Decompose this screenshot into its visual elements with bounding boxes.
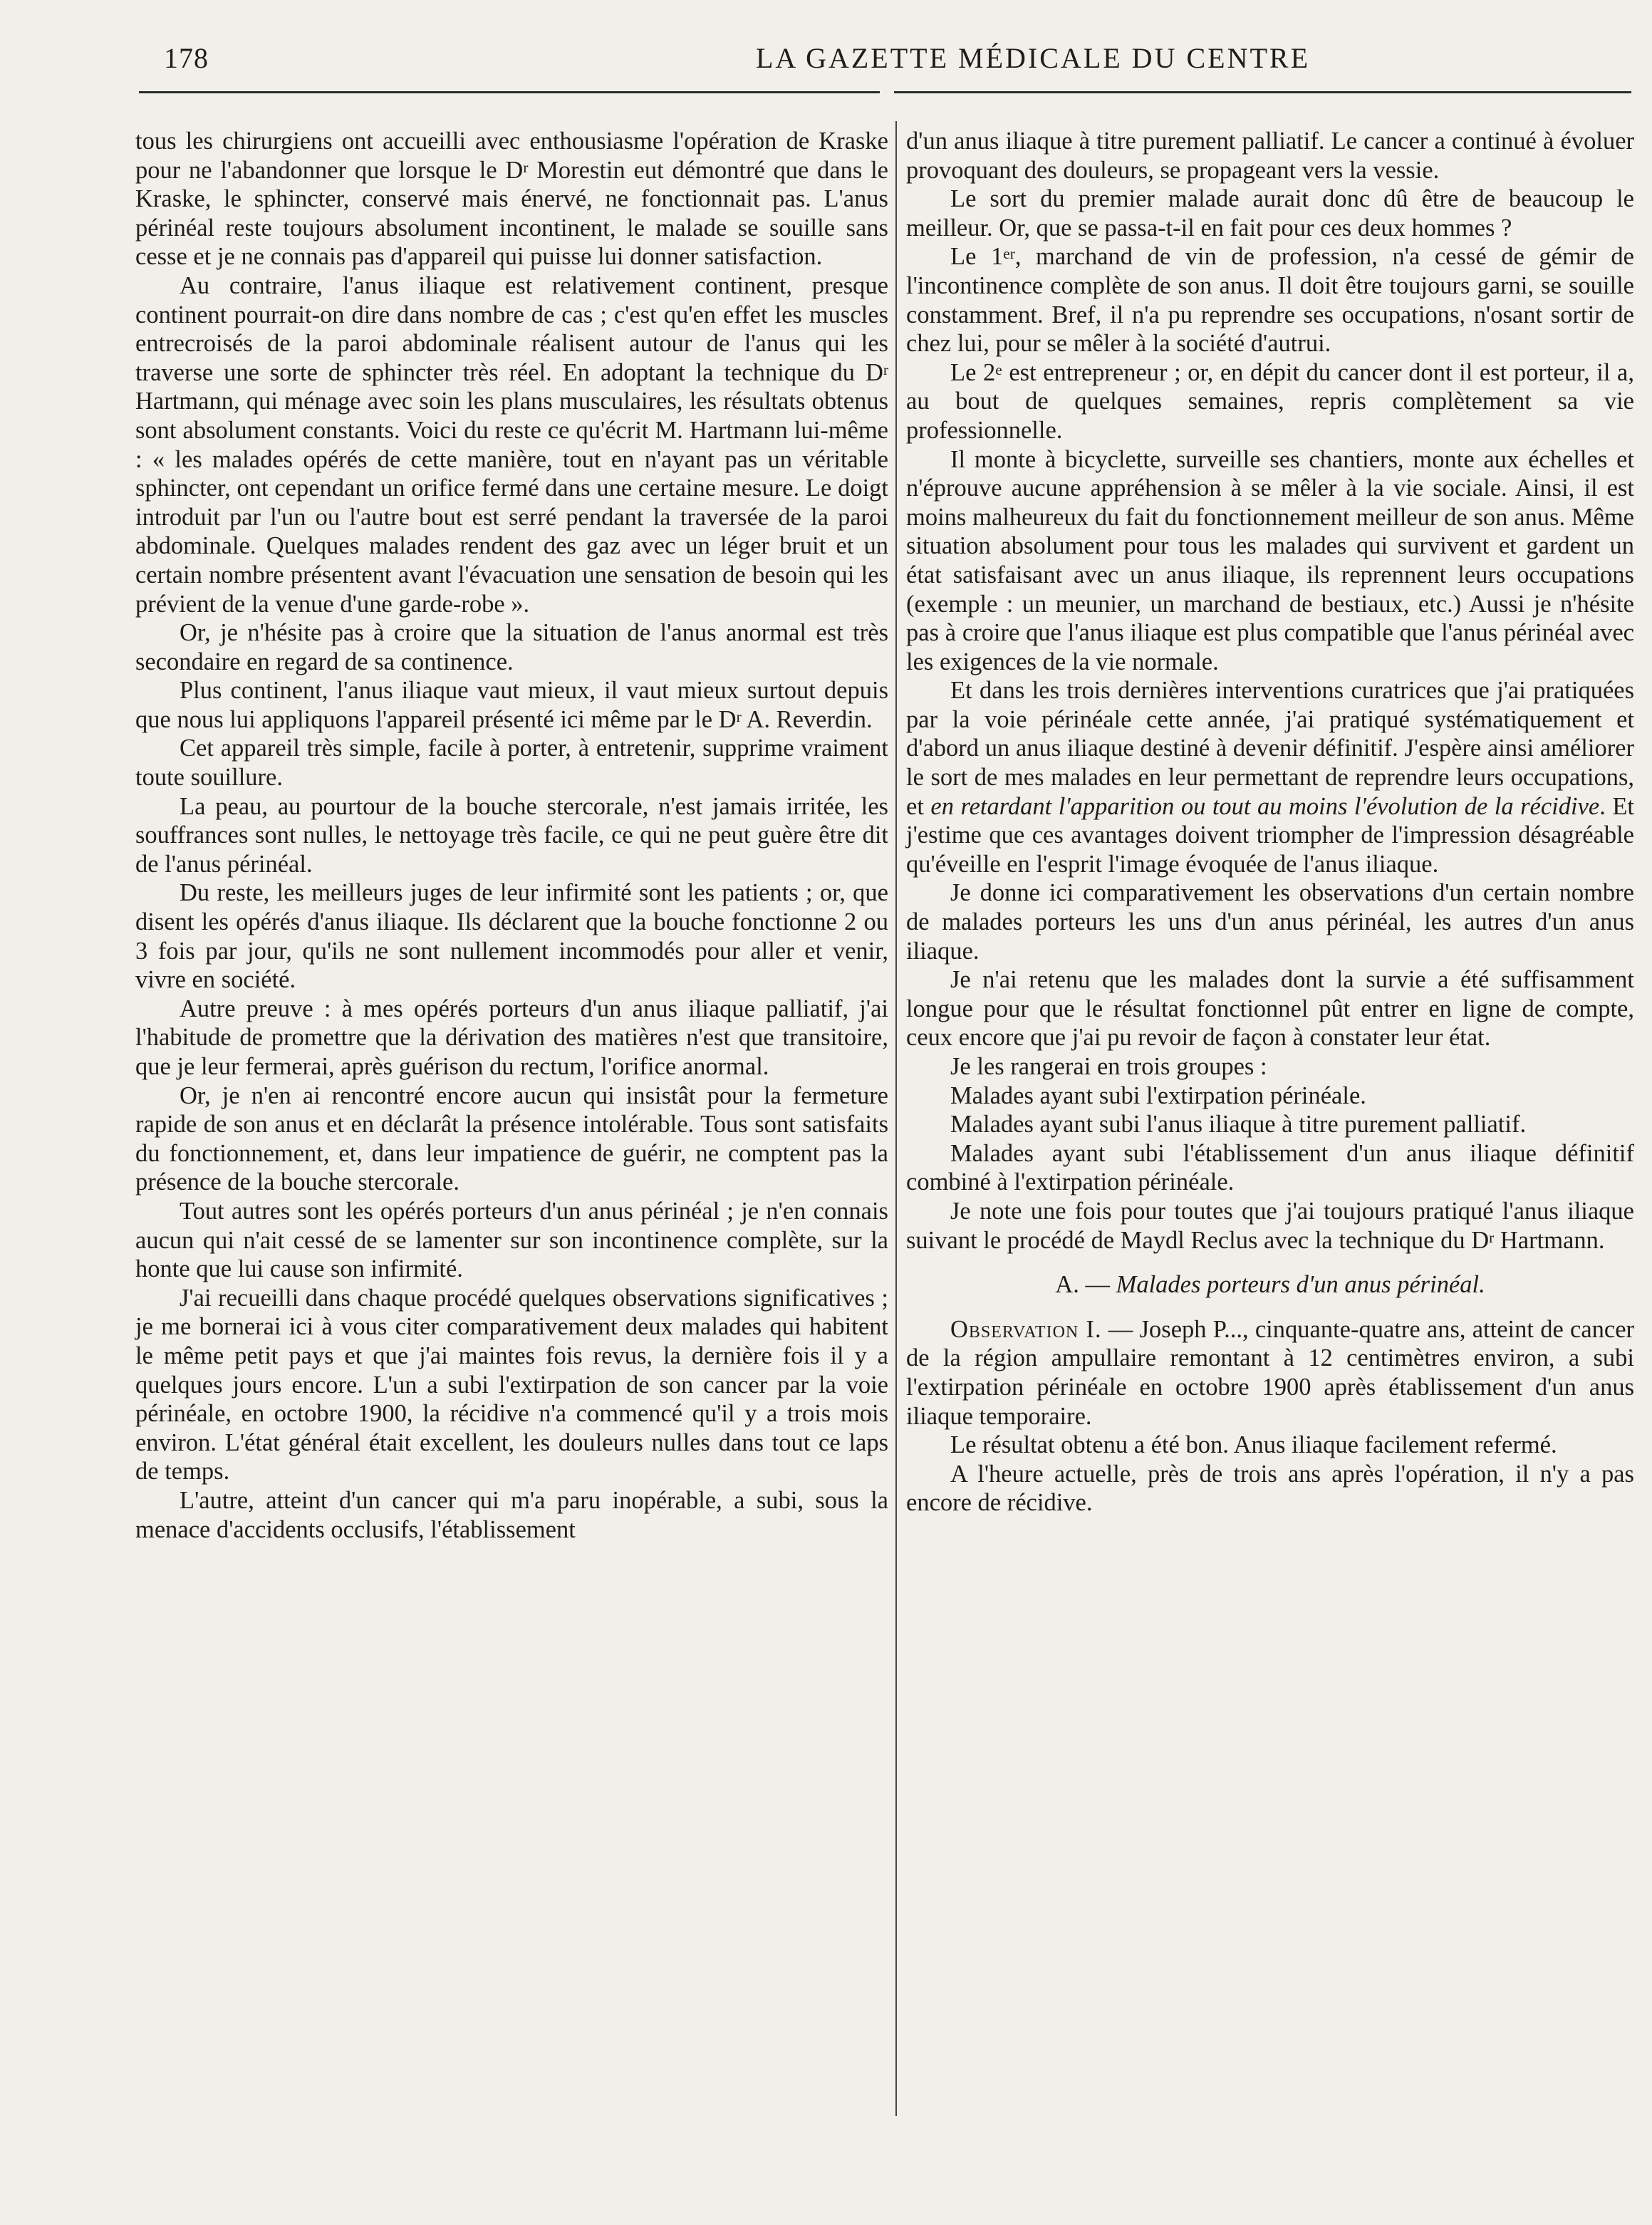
observation-paragraph: Observation I. — Joseph P..., cinquante-quatre ans, atteint de cancer de la région ampullaire remontant à 12 centimètres environ, a subi l'extirpation périnéale en octobre 1900 après établissement d'un anus iliaque temporaire. [906,1315,1634,1430]
right-column [906,127,1634,1518]
paragraph: Tout autres sont les opérés porteurs d'un anus périnéal ; je n'en connais aucun qui n'ait cessé de se lamenter sur son incontinence complète, sur la honte que lui cause son infirmité. [135,1197,888,1283]
list-item: Malades ayant subi l'établissement d'un anus iliaque définitif combiné à l'extirpation périnéale. [906,1139,1634,1196]
paragraph: Le sort du premier malade aurait donc dû être de beaucoup le meilleur. Or, que se passa-t-il en fait pour ces deux hommes ? [906,185,1634,242]
paragraph: La peau, au pourtour de la bouche stercorale, n'est jamais irritée, les souffrances sont nulles, le nettoyage très facile, ce qui ne peut guère être dit de l'anus périnéal. [135,792,888,878]
section-heading: A. — Malades porteurs d'un anus périnéal. [1055,1271,1485,1299]
paragraph: Au contraire, l'anus iliaque est relativement continent, presque continent pourrait-on dire dans nombre de cas ; c'est qu'en effet les muscles entrecroisés de la paroi abdominale réalisent autour de l'anus qui les traverse une sorte de sphincter très réel. En adoptant la technique du $D^r$ Hartmann, qui ménage avec soin les plans musculaires, les résultats obtenus sont absolument constants. Voici du reste ce qu'écrit M. Hartmann lui-même : « les malades opérés de cette manière, tout en n'ayant pas un véritable sphincter, ont cependant un orifice fermé dans une certaine mesure. Le doigt introduit par l'un ou l'autre bout est serré pendant la traversée de la paroi abdominale. Quelques malades rendent des gaz avec un léger bruit et un certain nombre présentent avant l'évacuation une sensation de besoin qui les prévient de la venue d'une garde-robe ». [135,271,888,618]
paragraph: Le résultat obtenu a été bon. Anus iliaque facilement refermé. [950,1431,1557,1459]
paragraph: Je les rangerai en trois groupes : [950,1053,1267,1080]
paragraph: Il monte à bicyclette, surveille ses chantiers, monte aux échelles et n'éprouve aucune appréhension à se mêler à la vie sociale. Ainsi, il est moins malheureux du fait du fonctionnement meilleur de son anus. Même situation absolument pour tous les malades qui survivent et gardent un état satisfaisant avec un anus iliaque, ils reprennent leurs occupations (exemple : un meunier, un marchand de bestiaux, etc.) Aussi je n'hésite pas à croire que l'anus iliaque est plus compatible que l'anus périnéal avec les exigences de la vie normale. [906,445,1634,675]
page-number: 178 [164,42,209,74]
paragraph: Or, je n'hésite pas à croire que la situation de l'anus anormal est très secondaire en regard de sa continence. [135,619,888,675]
column-divider [895,121,897,2116]
paragraph: tous les chirurgiens ont accueilli avec enthousiasme l'opération de Kraske pour ne l'abandonner que lorsque le $D^r$ Morestin eut démontré que dans le Kraske, le sphincter, conservé mais énervé, ne fonctionnait pas. L'anus périnéal reste toujours absolument incontinent, le malade se souille sans cesse et je ne connais pas d'appareil qui puisse lui donner satisfaction. [135,128,888,271]
running-title: LA GAZETTE MÉDICALE DU CENTRE [755,42,1310,74]
paragraph: Du reste, les meilleurs juges de leur infirmité sont les patients ; or, que disent les opérés d'anus iliaque. Ils déclarent que la bouche fonctionne 2 ou 3 fois par jour, qu'ils ne sont nullement incommodés pour aller et venir, vivre en société. [135,879,888,994]
list-item: Malades ayant subi l'anus iliaque à titre purement palliatif. [950,1111,1527,1139]
header-rule-right [894,91,1631,93]
list-item: Malades ayant subi l'extirpation périnéale. [950,1082,1366,1109]
observation-label: Observation I. [950,1315,1102,1343]
paragraph: Cet appareil très simple, facile à porter, à entretenir, supprime vraiment toute souillure. [135,735,888,792]
paragraph: Plus continent, l'anus iliaque vaut mieux, il vaut mieux surtout depuis que nous lui appliquons l'appareil présenté ici même par le $D^r$ A. Reverdin. [135,677,888,733]
paragraph: L'autre, atteint d'un cancer qui m'a paru inopérable, a subi, sous la menace d'accidents occlusifs, l'établissement [135,1486,888,1543]
paragraph: Je donne ici comparativement les observations d'un certain nombre de malades porteurs les uns d'un anus périnéal, les autres d'un anus iliaque. [906,879,1634,965]
paragraph: Je n'ai retenu que les malades dont la survie a été suffisamment longue pour que le résultat fonctionnel pût entrer en ligne de compte, ceux encore que j'ai pu revoir de façon à constater leur état. [906,966,1634,1052]
paragraph: J'ai recueilli dans chaque procédé quelques observations significatives ; je me bornerai ici à vous citer comparativement deux malades qui habitent le même petit pays et que j'ai maintes fois revus, la dernière fois il y a quelques jours encore. L'un a subi l'extirpation de son cancer par la voie périnéale, en octobre 1900, la récidive n'a commencé qu'il y a trois mois environ. L'état général était excellent, les douleurs nulles dans tout ce laps de temps. [135,1284,888,1485]
paragraph: d'un anus iliaque à titre purement palliatif. Le cancer a continué à évoluer provoquant des douleurs, se propageant vers la vessie. [906,128,1634,184]
paragraph: Or, je n'en ai rencontré encore aucun qui insistât pour la fermeture rapide de son anus et en déclarât la présence intolérable. Tous sont satisfaits du fonctionnement, et, dans leur impatience de guérir, ne comptent pas la présence de la bouche stercorale. [135,1082,888,1196]
paragraph: Le 2e est entrepreneur ; or, en dépit du cancer dont il est porteur, il a, au bout de quelques semaines, repris complètement sa vie professionnelle. [906,358,1634,444]
paragraph: Et dans les trois dernières interventions curatrices que j'ai pratiquées par la voie périnéale cette année, j'ai pratiqué systématiquement et d'abord un anus iliaque destiné à devenir définitif. J'espère ainsi améliorer le sort de mes malades en leur permettant de reprendre leurs occupations, et en retardant l'apparition ou tout au moins l'évolution de la récidive. Et j'estime que ces avantages doivent triompher de l'impression désagréable qu'éveille en l'esprit l'image évoquée de l'anus iliaque. [906,677,1634,878]
running-header [164,41,1560,84]
paragraph: Je note une fois pour toutes que j'ai toujours pratiqué l'anus iliaque suivant le procédé de Maydl Reclus avec la technique du $D^r$ Hartmann. [906,1197,1634,1254]
header-rule-left [139,91,880,93]
paragraph: Autre preuve : à mes opérés porteurs d'un anus iliaque palliatif, j'ai l'habitude de promettre que la dérivation des matières n'est que transitoire, que je leur fermerai, après guérison du rectum, l'orifice anormal. [135,995,888,1080]
paragraph: A l'heure actuelle, près de trois ans après l'opération, il n'y a pas encore de récidive. [906,1460,1634,1517]
paragraph: Le 1er, marchand de vin de profession, n'a cessé de gémir de l'incontinence complète de son anus. Il doit être toujours garni, se souille constamment. Bref, il n'a pu reprendre ses occupations, n'osant sortir de chez lui, pour se mêler à la société d'autrui. [906,243,1634,358]
left-column [135,127,888,1544]
